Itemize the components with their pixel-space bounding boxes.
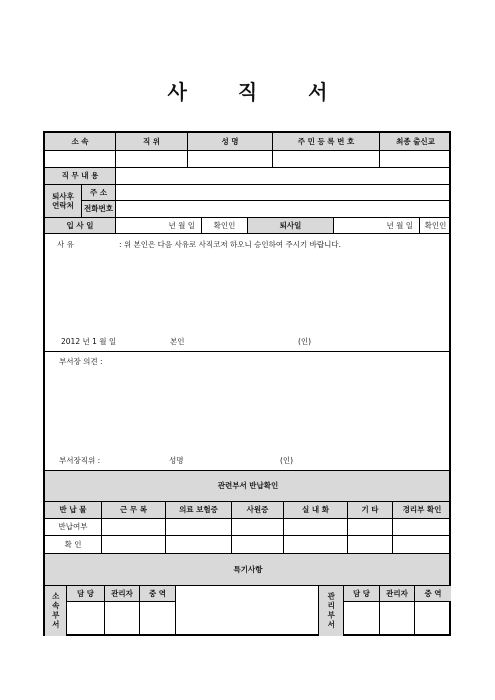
- return-status-uniform[interactable]: [102, 519, 166, 535]
- opinion-rank: 부서장직위 :: [59, 456, 101, 465]
- special-title: 특기사항: [233, 564, 263, 574]
- return-confirm-label: 확 인: [45, 536, 102, 553]
- special-title-row: [45, 554, 449, 585]
- affiliation-value[interactable]: [45, 151, 116, 167]
- return-confirm-id-card[interactable]: [232, 536, 284, 553]
- return-title: 관련부서 반납확인: [217, 481, 279, 491]
- return-col-insurance: 의료 보험증: [166, 502, 232, 518]
- leave-label: 퇴사일: [248, 218, 334, 233]
- special-right-col2-head: 관리자: [380, 586, 414, 602]
- contact-row: [45, 185, 449, 217]
- reason-text: : 위 본인은 다음 사유로 사직코저 하오니 승인하여 주시기 바랍니다.: [119, 240, 341, 249]
- opinion-name: 성명: [169, 456, 184, 465]
- special-left-col2-head: 관리자: [105, 586, 139, 602]
- special-left-col3: [140, 586, 176, 636]
- header-position: 직 위: [116, 133, 188, 150]
- join-date[interactable]: 년 월 일: [116, 218, 202, 233]
- special-right-col1-head: 담 당: [344, 586, 379, 602]
- return-col-accounting: 경리부 확인: [402, 505, 442, 515]
- resignation-form: [43, 131, 451, 636]
- special-left-col1-head: 담 당: [67, 586, 104, 602]
- header-row: [45, 133, 449, 150]
- special-left-col1: [67, 586, 105, 636]
- duties-row: [45, 168, 449, 184]
- special-left-col3-head: 중 역: [140, 586, 175, 602]
- return-confirm-row: [45, 536, 449, 553]
- duties-label: 직 무 내 용: [45, 168, 116, 184]
- join-confirm: 확인인: [202, 218, 248, 233]
- return-confirm-other[interactable]: [348, 536, 393, 553]
- leave-date[interactable]: 년 월 일: [334, 218, 420, 233]
- return-confirm-accounting[interactable]: [393, 536, 451, 553]
- header-name: 성 명: [188, 133, 273, 150]
- reason-label: 사 유: [57, 240, 74, 249]
- position-value[interactable]: [116, 151, 188, 167]
- special-right-col3: [415, 586, 451, 636]
- opinion-seal: (인): [280, 456, 294, 465]
- contact-label-bottom: 연락처: [52, 201, 74, 210]
- duties-value[interactable]: [116, 168, 451, 184]
- return-col-other: 기 타: [348, 502, 393, 518]
- return-status-accounting[interactable]: [393, 519, 451, 535]
- special-right-col3-head: 중 역: [415, 586, 451, 602]
- return-status-insurance[interactable]: [166, 519, 232, 535]
- return-confirm-uniform[interactable]: [102, 536, 166, 553]
- return-status-id-card[interactable]: [232, 519, 284, 535]
- address-value[interactable]: [116, 185, 451, 201]
- join-label: 입 사 일: [45, 218, 116, 233]
- info-row: [45, 151, 449, 167]
- special-block: [45, 586, 449, 636]
- return-header-row: [45, 502, 449, 518]
- name-value[interactable]: [188, 151, 273, 167]
- return-status-other[interactable]: [348, 519, 393, 535]
- special-right-label-text: 관리부서: [326, 592, 336, 630]
- return-status-row: [45, 519, 449, 535]
- contact-label: [45, 185, 82, 217]
- return-col-uniform: 근 무 복: [102, 502, 166, 518]
- return-title-row: [45, 471, 449, 501]
- leave-confirm: 확인인: [424, 220, 447, 230]
- special-right-col2: [380, 586, 415, 636]
- return-col-id-card: 사원증: [232, 502, 284, 518]
- special-left-col2: [105, 586, 140, 636]
- return-confirm-insurance[interactable]: [166, 536, 232, 553]
- return-col-item: 반 납 물: [45, 502, 102, 518]
- special-notes-area[interactable]: [176, 586, 319, 636]
- special-right-col1: [344, 586, 380, 636]
- dates-row: [45, 218, 449, 233]
- return-col-slippers: 실 내 화: [284, 502, 348, 518]
- document-title: 사 직 서: [167, 80, 350, 104]
- header-affiliation: 소 속: [45, 133, 116, 150]
- header-education: 최종 출신교: [396, 136, 435, 146]
- resident-number-value[interactable]: [273, 151, 380, 167]
- special-left-label: [45, 586, 67, 636]
- reason-seal: (인): [298, 337, 312, 346]
- phone-value[interactable]: [116, 201, 451, 217]
- reason-person: 본인: [170, 337, 185, 346]
- return-status-slippers[interactable]: [284, 519, 348, 535]
- special-left-label-text: 소속부서: [51, 592, 61, 630]
- phone-label: 전화번호: [82, 201, 116, 217]
- special-right-label: [319, 586, 344, 636]
- opinion-label: 부서장 의견 :: [59, 357, 103, 366]
- education-value[interactable]: [380, 151, 451, 167]
- header-resident-number: 주 민 등 록 번 호: [273, 133, 380, 150]
- address-label: 주 소: [82, 185, 116, 201]
- reason-date: 2012 년 1 월 일: [61, 337, 117, 346]
- return-status-label: 반납여부: [45, 519, 102, 535]
- contact-label-top: 퇴사후: [52, 191, 74, 201]
- return-confirm-slippers[interactable]: [284, 536, 348, 553]
